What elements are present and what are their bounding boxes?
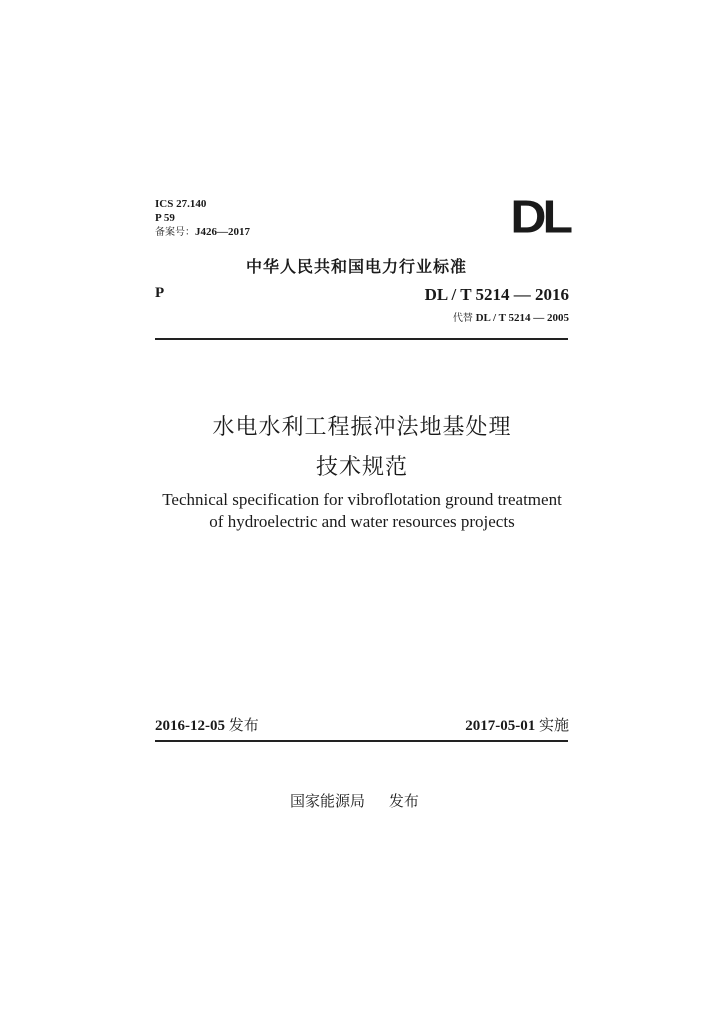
publisher-line	[290, 790, 419, 811]
p-code: P 59	[155, 212, 175, 224]
issue-date-line	[155, 714, 259, 735]
title-cn-line1: 水电水利工程振冲法地基处理	[212, 415, 512, 440]
ics-code: ICS 27.140	[155, 198, 207, 210]
category-code: P	[155, 285, 165, 301]
implement-date: 2017-05-01	[465, 718, 536, 734]
header-rule	[155, 338, 568, 340]
publisher-action: 发布	[388, 792, 419, 810]
footer-rule	[155, 740, 568, 742]
title-en-line2: of hydroelectric and water resources projects	[209, 512, 515, 531]
replaces-line	[453, 309, 569, 324]
standard-code: DL / T 5214 — 2016	[424, 285, 569, 304]
record-number: J426—2017	[195, 226, 250, 238]
publisher-name: 国家能源局	[290, 792, 366, 810]
replaces-code: DL / T 5214 — 2005	[475, 312, 569, 324]
implement-label: 实施	[538, 716, 569, 734]
implement-date-line	[465, 714, 569, 735]
standard-name-cn: 中华人民共和国电力行业标准	[246, 257, 468, 276]
issue-label: 发布	[228, 716, 259, 734]
title-cn-line2: 技术规范	[315, 455, 408, 480]
issue-date: 2016-12-05	[155, 718, 225, 734]
record-number-line	[155, 225, 250, 240]
replaces-label: 代替	[452, 313, 473, 324]
dl-logo: DL	[510, 191, 569, 243]
title-en-line1: Technical specification for vibroflotation ground treatment	[162, 490, 562, 509]
record-label: 备案号：	[155, 227, 195, 238]
